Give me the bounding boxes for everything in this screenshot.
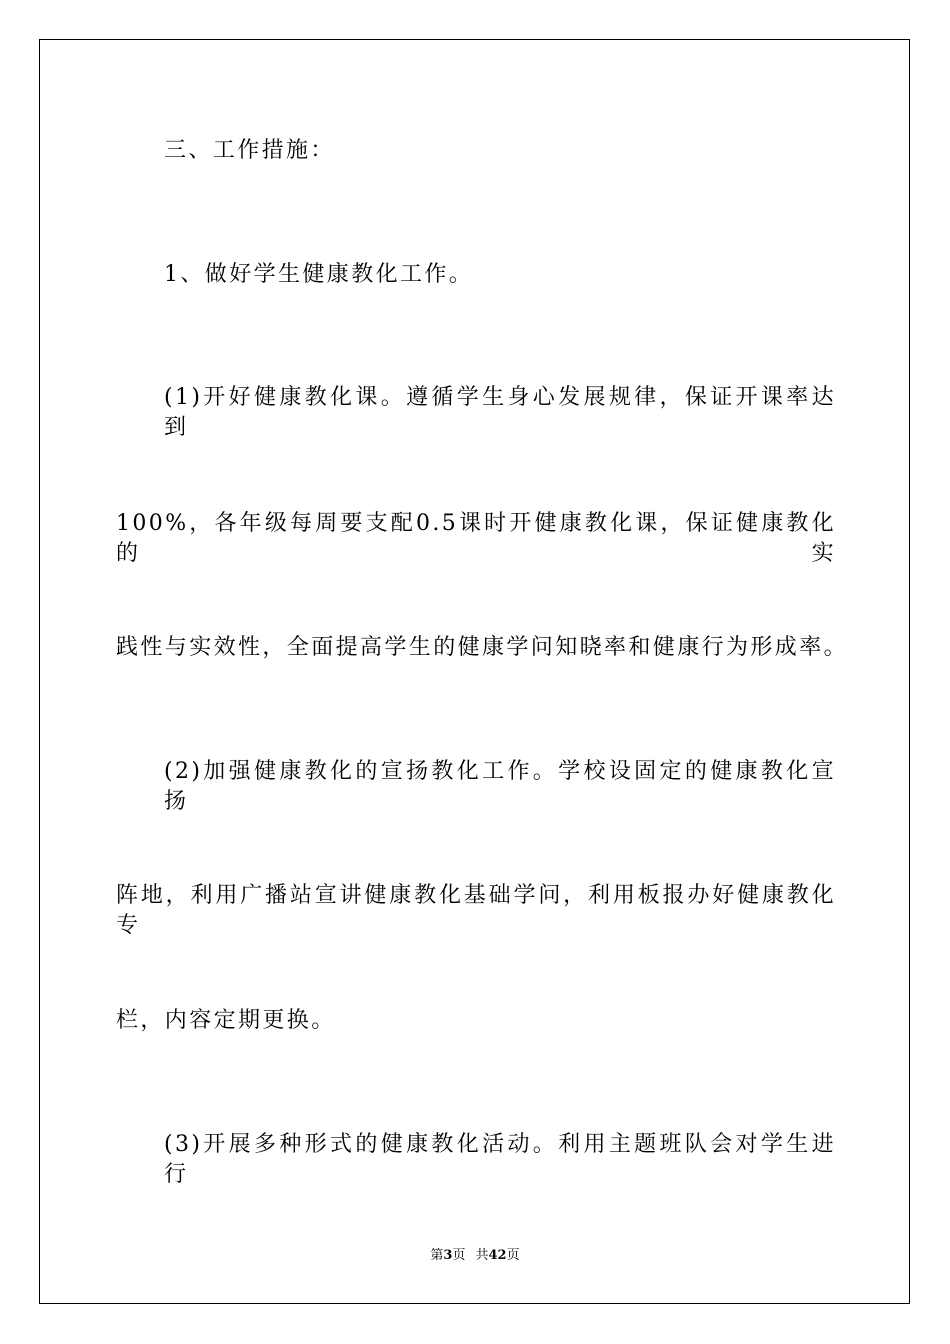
footer-page-number: 3 [443,1248,453,1263]
footer-total-suffix: 页 [506,1248,520,1263]
paragraph-line: (2)加强健康教化的宣扬教化工作。学校设固定的健康教化宣扬 [164,759,836,814]
paragraph-line: 阵地，利用广播站宣讲健康教化基础学问，利用板报办好健康教化专 [116,883,836,938]
subsection-heading: 1、做好学生健康教化工作。 [164,262,474,287]
paragraph-line: (3)开展多种形式的健康教化活动。利用主题班队会对学生进行 [164,1132,836,1187]
paragraph-line: 践性与实效性，全面提高学生的健康学问知晓率和健康行为形成率。 [116,635,849,660]
paragraph-line: (1)开好健康教化课。遵循学生身心发展规律，保证开课率达到 [164,385,836,440]
footer-total-pages: 42 [488,1248,507,1263]
footer-page-prefix: 第 [430,1248,444,1263]
page-border [39,39,910,1304]
section-heading: 三、工作措施： [164,138,335,163]
footer-total-prefix: 共 [475,1248,489,1263]
page-footer [0,1248,950,1264]
footer-page-suffix: 页 [452,1248,466,1263]
paragraph-line: 栏，内容定期更换。 [116,1008,336,1033]
paragraph-line: 100%，各年级每周要支配0.5课时开健康教化课，保证健康教化的实 [116,511,836,566]
